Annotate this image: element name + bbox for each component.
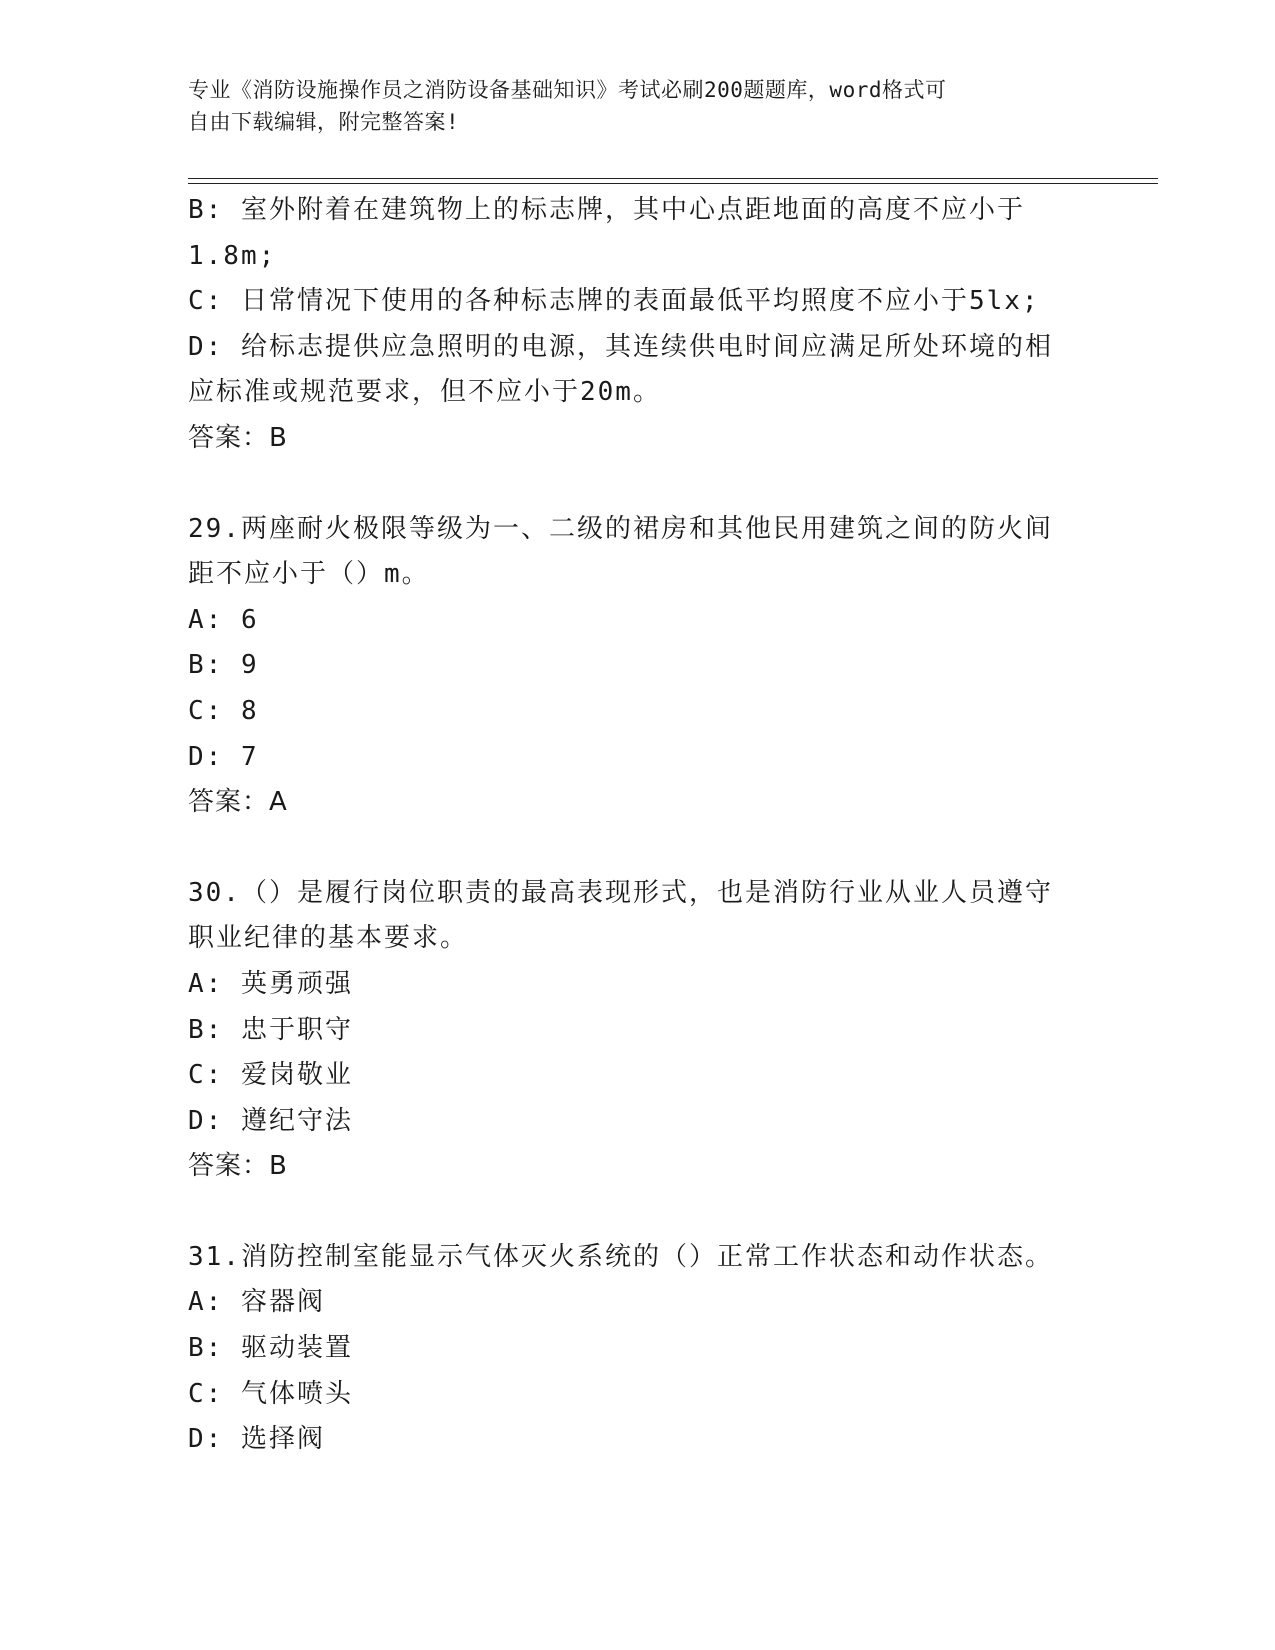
option-b-line-1: B: 室外附着在建筑物上的标志牌，其中心点距地面的高度不应小于 xyxy=(188,195,1025,225)
spacer xyxy=(188,462,1088,507)
option-a: A: 英勇顽强 xyxy=(188,968,353,999)
header-rule-bottom xyxy=(188,183,1158,184)
option-c: C: 气体喷头 xyxy=(188,1378,353,1409)
option-b: B: 9 xyxy=(188,650,259,681)
question-list xyxy=(188,188,1088,1463)
option-b: B: 驱动装置 xyxy=(188,1333,353,1364)
option-d-line-1: D: 给标志提供应急照明的电源，其连续供电时间应满足所处环境的相 xyxy=(188,331,1053,362)
question-stem-line-1: 31.消防控制室能显示气体灭火系统的（）正常工作状态和动作状态。 xyxy=(188,1241,1053,1272)
option-b: B: 忠于职守 xyxy=(188,1014,353,1045)
question-30 xyxy=(188,871,1088,1190)
spacer xyxy=(188,826,1088,871)
question-stem-line-1: 29.两座耐火极限等级为一、二级的裙房和其他民用建筑之间的防火间 xyxy=(188,513,1053,544)
document-header xyxy=(188,74,1068,138)
question-stem-line-1: 30.（）是履行岗位职责的最高表现形式，也是消防行业从业人员遵守 xyxy=(188,877,1053,908)
question-stem-line-2: 距不应小于（）m。 xyxy=(188,559,430,590)
answer: 答案：B xyxy=(188,422,288,453)
question-stem-line-2: 职业纪律的基本要求。 xyxy=(188,923,469,954)
option-d: D: 选择阀 xyxy=(188,1424,325,1455)
option-c: C: 日常情况下使用的各种标志牌的表面最低平均照度不应小于5lx; xyxy=(188,286,1040,317)
option-c: C: 8 xyxy=(188,695,259,726)
option-a: A: 6 xyxy=(188,604,259,635)
header-line-2: 自由下载编辑，附完整答案! xyxy=(188,110,460,134)
option-b-line-2: 1.8m; xyxy=(188,240,277,271)
header-line-1: 专业《消防设施操作员之消防设备基础知识》考试必刷200题题库，word格式可 xyxy=(188,78,947,102)
answer: 答案：B xyxy=(188,1151,288,1182)
option-a: A: 容器阀 xyxy=(188,1287,325,1318)
option-d-line-2: 应标准或规范要求，但不应小于20m。 xyxy=(188,377,661,408)
question-28 xyxy=(188,188,1088,462)
question-29 xyxy=(188,507,1088,826)
question-31 xyxy=(188,1235,1088,1463)
spacer xyxy=(188,1190,1088,1235)
option-c: C: 爱岗敬业 xyxy=(188,1060,353,1091)
option-d: D: 7 xyxy=(188,741,259,772)
option-d: D: 遵纪守法 xyxy=(188,1105,353,1136)
header-rule-top xyxy=(188,178,1158,179)
answer: 答案：A xyxy=(188,787,288,818)
